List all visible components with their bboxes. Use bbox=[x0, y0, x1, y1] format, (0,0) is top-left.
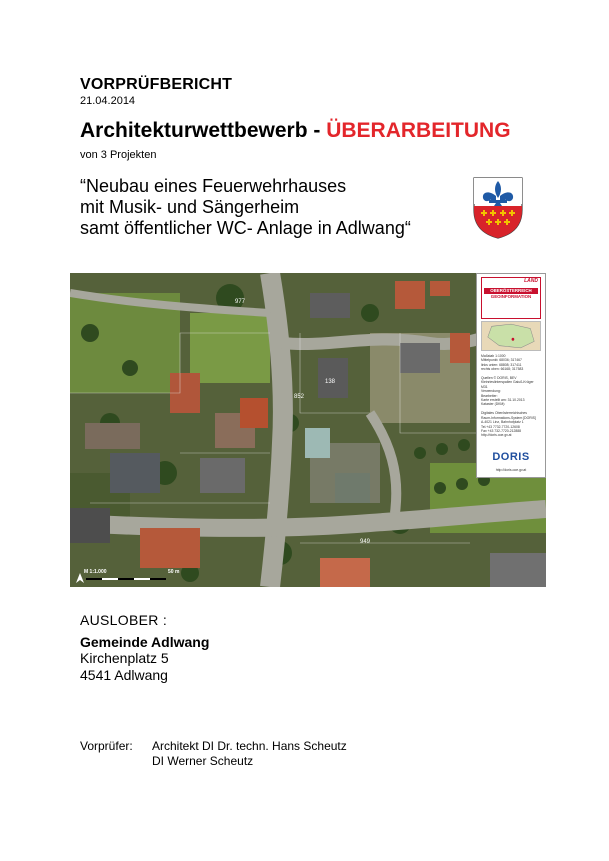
client-street: Kirchenplatz 5 bbox=[80, 650, 169, 666]
client-label: AUSLOBER : bbox=[80, 612, 168, 628]
map-info-line: Digitales Oberösterreichisches bbox=[481, 411, 527, 416]
north-arrow-icon bbox=[76, 573, 84, 583]
reviewer-label: Vorprüfer: bbox=[80, 739, 133, 753]
map-info-line: Mittelpunkt: 68036; 317467 bbox=[481, 358, 522, 363]
map-info-line: Karte erstellt am: 31.10.2013 bbox=[481, 398, 525, 403]
reviewer-name: DI Werner Scheutz bbox=[152, 754, 254, 768]
coat-of-arms-icon bbox=[472, 176, 524, 240]
map-info-line: Fax +43 732-7720-212888 bbox=[481, 428, 522, 433]
project-title-line: mit Musik- und Sängerheim bbox=[80, 197, 300, 217]
document-title bbox=[80, 119, 511, 143]
project-title-line: samt öffentlicher WC- Anlage in Adlwang“ bbox=[80, 218, 411, 238]
aerial-photo bbox=[70, 273, 546, 587]
map-info-line: Maßstab 1:1000 bbox=[481, 354, 506, 358]
map-info-line: Quellen © DORIS, BEV bbox=[481, 376, 517, 381]
document-type: VORPRÜFBERICHT bbox=[80, 76, 233, 93]
client-name: Gemeinde Adlwang bbox=[80, 634, 210, 650]
document-date: 21.04.2014 bbox=[80, 95, 136, 107]
map-info-line: links unten: 68808; 317411 bbox=[481, 362, 522, 367]
document-subtitle: von 3 Projekten bbox=[80, 149, 157, 161]
street-number-label: 949 bbox=[360, 539, 371, 545]
doris-url: http://doris.ooe.gv.at bbox=[495, 468, 527, 472]
land-ooe-logo bbox=[481, 277, 541, 319]
title-accent: ÜBERARBEITUNG bbox=[326, 119, 511, 142]
street-number-label: 977 bbox=[235, 299, 246, 305]
map-info-line: A-4021 Linz, Bahnhofplatz 1 bbox=[481, 420, 524, 425]
doris-logo: DORIS bbox=[492, 451, 530, 463]
project-title-line: “Neubau eines Feuerwehrhauses bbox=[80, 176, 347, 196]
overview-map-icon bbox=[481, 321, 541, 351]
map-scale-unit: 50 m bbox=[168, 569, 180, 575]
map-info-text bbox=[477, 353, 545, 439]
logo-geo-text: GEOINFORMATION bbox=[490, 294, 532, 299]
map-scale-label: M 1:1.000 bbox=[84, 569, 107, 575]
project-title bbox=[80, 176, 450, 239]
reviewer-name: Architekt DI Dr. techn. Hans Scheutz bbox=[152, 739, 347, 753]
logo-land-text: LAND bbox=[524, 278, 538, 284]
street-number-label: 852 bbox=[294, 394, 305, 400]
map-info-line: Tel.+43 7732-7720-12608 bbox=[481, 424, 520, 429]
map-info-line: Raum-Informations-System [DORIS] bbox=[481, 415, 536, 420]
scale-bar bbox=[86, 574, 182, 582]
title-main: Architekturwettbewerb - bbox=[80, 119, 327, 142]
aerial-map bbox=[70, 273, 546, 587]
street-number-label: 138 bbox=[325, 379, 336, 385]
map-info-line: http://doris.ooe.gv.at bbox=[481, 433, 512, 438]
map-info-line: Verwendung: bbox=[481, 389, 501, 394]
map-info-line: Bearbeiter: bbox=[481, 393, 498, 398]
logo-org-text: OBERÖSTERREICH bbox=[484, 288, 538, 294]
client-city: 4541 Adlwang bbox=[80, 667, 168, 683]
map-info-line: Kataster (DKM): bbox=[481, 402, 506, 407]
map-info-panel bbox=[476, 273, 546, 478]
map-info-line: rechts oben: 66168; 317583 bbox=[481, 367, 524, 372]
map-info-line: Kleinrieslinterspalien Gaiuß-Krüger M31 bbox=[481, 380, 534, 389]
